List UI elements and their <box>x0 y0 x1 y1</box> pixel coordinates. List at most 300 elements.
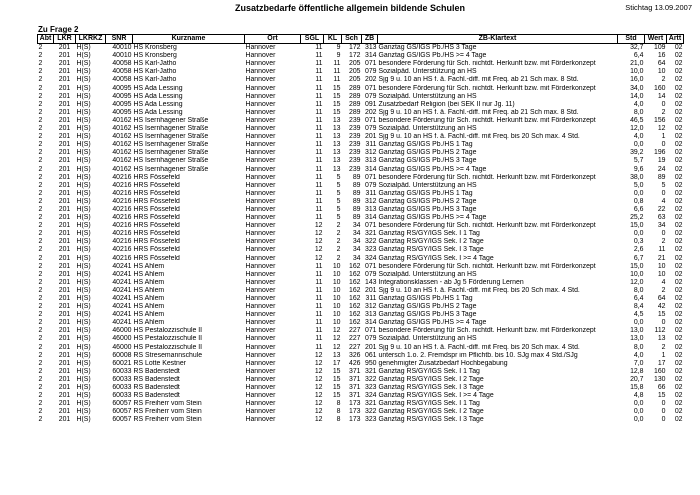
table-cell: 11 <box>315 295 323 302</box>
table-cell: Hannover <box>245 367 276 375</box>
table-row <box>38 327 684 335</box>
table-cell: Ganztag GS/IGS Pb./HS 2 Tage <box>378 149 477 157</box>
table-cell: 02 <box>674 359 683 367</box>
table-cell: 11 <box>333 76 341 84</box>
table-cell: 4,0 <box>633 100 644 108</box>
table-cell: 12 <box>314 238 323 246</box>
table-cell: 201 <box>58 238 71 246</box>
table-cell: RS Lotte Kestner <box>133 359 186 367</box>
table-row <box>38 166 684 174</box>
table-cell: HS Isernhagener Straße <box>133 116 209 124</box>
table-cell: Hannover <box>245 238 276 246</box>
table-row <box>38 198 684 206</box>
data-table <box>37 34 684 425</box>
table-cell: 201 <box>58 262 71 270</box>
table-cell: 2 <box>38 230 43 238</box>
table-cell: RS Badenstedt <box>133 375 180 383</box>
table-cell: 02 <box>674 392 683 400</box>
table-cell: 2 <box>38 384 43 392</box>
table-cell: besondere Förderung für Sch. nichtdt. Herkunft bzw. mit Förderkonzept <box>378 222 596 230</box>
table-cell: 312 <box>365 197 377 205</box>
table-cell: HS Ahlem <box>133 319 165 327</box>
table-cell: 071 <box>365 327 377 335</box>
table-cell: 12 <box>314 230 323 238</box>
table-cell: 313 <box>365 205 377 213</box>
table-cell: HS Isernhagener Straße <box>133 165 209 173</box>
table-cell: 12 <box>314 351 323 359</box>
table-cell: 205 <box>349 68 361 76</box>
table-cell: 2 <box>38 408 43 416</box>
table-row <box>38 85 684 93</box>
table-cell: Ganztag RS/GY/IGS Sek. I 3 Tage <box>378 384 484 392</box>
table-cell: 239 <box>349 116 361 124</box>
table-cell: 12,0 <box>630 125 644 133</box>
table-cell: 02 <box>674 133 683 141</box>
table-cell: 201 <box>58 400 71 408</box>
table-cell: 40216 <box>112 173 132 181</box>
table-row <box>38 368 684 376</box>
table-cell: 426 <box>349 359 361 367</box>
table-cell: 2 <box>38 173 43 181</box>
table-cell: 40241 <box>112 270 132 278</box>
table-cell: 11 <box>315 335 323 343</box>
table-row <box>38 157 684 165</box>
table-cell: 02 <box>674 416 683 424</box>
table-cell: 2 <box>38 311 43 319</box>
table-cell: 201 <box>58 197 71 205</box>
table-cell: 15 <box>332 108 341 116</box>
table-cell: 40162 <box>112 125 132 133</box>
table-cell: 201 <box>58 173 71 181</box>
table-cell: 2 <box>38 84 43 92</box>
table-cell: 239 <box>349 125 361 133</box>
table-cell: Ganztag RS/GY/IGS Sek. I 2 Tage <box>378 375 484 383</box>
table-cell: 02 <box>674 303 683 311</box>
table-cell: 17 <box>657 359 666 367</box>
table-cell: 8 <box>336 416 341 424</box>
table-cell: H(S) <box>76 173 91 181</box>
table-cell: HS Karl-Jatho <box>133 68 177 76</box>
table-cell: HRS Fössefeld <box>133 238 180 246</box>
table-cell: 40010 <box>112 52 132 60</box>
table-cell: 02 <box>674 84 683 92</box>
table-cell: 11 <box>315 52 323 60</box>
table-cell: Sozialpäd. Unterstützung an HS <box>378 92 477 100</box>
table-cell: 0,0 <box>633 230 644 238</box>
table-cell: 5,7 <box>633 157 644 165</box>
table-cell: 079 <box>365 125 377 133</box>
table-cell: H(S) <box>76 343 91 351</box>
table-cell: Ganztag GS/IGS Pb./HS 1 Tag <box>378 141 473 149</box>
table-cell: 13 <box>332 149 341 157</box>
table-cell: HS Ada Lessing <box>133 84 183 92</box>
table-cell: 071 <box>365 262 377 270</box>
table-cell: 2 <box>38 278 43 286</box>
table-cell: 60033 <box>112 375 132 383</box>
table-cell: 2 <box>38 295 43 302</box>
table-cell: Hannover <box>245 157 276 165</box>
table-cell: 10 <box>332 295 341 302</box>
table-cell: 02 <box>674 205 683 213</box>
table-cell: HRS Fössefeld <box>133 214 180 222</box>
table-cell: 314 <box>365 52 377 60</box>
table-cell: HS Ada Lessing <box>133 100 183 108</box>
table-cell: 156 <box>654 116 666 124</box>
table-cell: 109 <box>654 44 666 52</box>
table-cell: besondere Förderung für Sch. nichtdt. Herkunft bzw. mit Förderkonzept <box>378 84 596 92</box>
table-cell: HS Isernhagener Straße <box>133 149 209 157</box>
table-row <box>38 133 684 141</box>
table-cell: 15 <box>332 375 341 383</box>
table-cell: Hannover <box>245 44 276 52</box>
table-cell: 311 <box>365 295 377 302</box>
table-cell: 02 <box>674 408 683 416</box>
table-cell: 13 <box>332 116 341 124</box>
table-cell: 201 <box>58 108 71 116</box>
table-cell: 12 <box>332 327 341 335</box>
table-cell: Hannover <box>245 68 276 76</box>
table-cell: 312 <box>365 149 377 157</box>
table-cell: HS Ada Lessing <box>133 92 183 100</box>
table-cell: 201 <box>58 343 71 351</box>
table-cell: HS Ahlem <box>133 311 165 319</box>
table-cell: 2,6 <box>633 246 644 254</box>
table-cell: 10,0 <box>630 68 644 76</box>
table-cell: 02 <box>674 343 683 351</box>
table-cell: 02 <box>674 44 683 52</box>
table-cell: HRS Fössefeld <box>133 246 180 254</box>
table-cell: Sjg 9 u. 10 an HS f. ä. Fachl.-diff. mit Freq. ab 21 Sch max. 8 Std. <box>378 108 579 116</box>
table-cell: Hannover <box>245 303 276 311</box>
table-cell: Ganztag GS/IGS Pb./HS 3 Tage <box>378 205 477 213</box>
table-cell: 071 <box>365 60 377 68</box>
table-cell: 11 <box>315 108 323 116</box>
table-cell: 10 <box>332 270 341 278</box>
table-cell: Ganztag GS/IGS Pb./HS 3 Tage <box>378 311 477 319</box>
column-header: ZB-Klartext <box>378 35 618 44</box>
table-cell: 0,0 <box>633 400 644 408</box>
table-row <box>38 117 684 125</box>
table-cell: H(S) <box>76 311 91 319</box>
table-cell: 60057 <box>112 408 132 416</box>
table-cell: 326 <box>349 351 361 359</box>
table-cell: 0 <box>661 319 666 327</box>
table-cell: 21 <box>657 254 666 262</box>
table-cell: 0,8 <box>633 197 644 205</box>
table-cell: 160 <box>654 367 666 375</box>
table-cell: Sjg 9 u. 10 an HS f. ä. Fachl.-diff. mit Freq. bis 20 Sch max. 4 Std. <box>378 133 580 141</box>
table-cell: 12 <box>314 392 323 400</box>
table-cell: 2 <box>38 319 43 327</box>
table-cell: 89 <box>352 173 361 181</box>
table-cell: 6,7 <box>633 254 644 262</box>
table-cell: H(S) <box>76 238 91 246</box>
table-cell: 201 <box>58 286 71 294</box>
table-cell: 162 <box>349 295 361 302</box>
table-cell: Ganztag RS/GY/IGS Sek. I 1 Tag <box>378 367 480 375</box>
table-cell: Hannover <box>245 173 276 181</box>
table-cell: 201 <box>58 149 71 157</box>
table-cell: 15 <box>332 367 341 375</box>
table-cell: H(S) <box>76 278 91 286</box>
table-cell: 11 <box>315 303 323 311</box>
table-cell: H(S) <box>76 116 91 124</box>
table-cell: H(S) <box>76 222 91 230</box>
table-cell: 321 <box>365 400 377 408</box>
table-cell: 2 <box>38 52 43 60</box>
table-cell: 40216 <box>112 197 132 205</box>
table-row <box>38 376 684 384</box>
table-cell: 02 <box>674 189 683 197</box>
table-cell: 15 <box>657 311 666 319</box>
table-cell: 22 <box>657 205 666 213</box>
table-cell: H(S) <box>76 295 91 302</box>
table-row <box>38 255 684 263</box>
table-cell: 201 <box>58 408 71 416</box>
table-cell: 14 <box>657 92 666 100</box>
column-header: LKRKZ <box>76 35 106 44</box>
table-cell: 11 <box>658 246 666 254</box>
table-cell: 02 <box>674 165 683 173</box>
table-cell: 11 <box>315 157 323 165</box>
table-cell: 2 <box>336 254 341 262</box>
table-cell: 313 <box>365 157 377 165</box>
column-header: Sch <box>342 35 362 44</box>
table-cell: 2 <box>38 157 43 165</box>
table-row <box>38 52 684 60</box>
table-cell: Hannover <box>245 181 276 189</box>
table-cell: besondere Förderung für Sch. nichtdt. Herkunft bzw. mit Förderkonzept <box>378 327 596 335</box>
table-cell: 89 <box>352 214 361 222</box>
table-cell: 40162 <box>112 116 132 124</box>
table-cell: 311 <box>365 141 377 149</box>
table-cell: 2 <box>38 400 43 408</box>
table-cell: 39,2 <box>630 149 644 157</box>
table-cell: 11 <box>315 133 323 141</box>
table-cell: 2 <box>38 303 43 311</box>
table-cell: 66 <box>657 384 666 392</box>
table-cell: 071 <box>365 116 377 124</box>
table-cell: 2 <box>336 230 341 238</box>
table-cell: 2 <box>38 165 43 173</box>
table-cell: 40216 <box>112 246 132 254</box>
table-cell: Ganztag GS/IGS Pb./HS 3 Tage <box>378 44 477 52</box>
table-cell: 60008 <box>112 351 132 359</box>
table-cell: 40162 <box>112 165 132 173</box>
table-cell: Hannover <box>245 351 276 359</box>
table-cell: 40010 <box>112 44 132 52</box>
table-cell: Hannover <box>245 246 276 254</box>
table-cell: Sozialpäd. Unterstützung an HS <box>378 125 477 133</box>
table-cell: 201 <box>58 311 71 319</box>
table-cell: Hannover <box>245 400 276 408</box>
table-cell: H(S) <box>76 408 91 416</box>
table-cell: Ganztag GS/IGS Pb./HS 2 Tage <box>378 197 477 205</box>
table-cell: Hannover <box>245 295 276 302</box>
table-cell: 02 <box>674 400 683 408</box>
table-cell: 079 <box>365 68 377 76</box>
table-cell: 5 <box>661 181 666 189</box>
table-cell: 6,4 <box>633 295 644 302</box>
table-cell: 40058 <box>112 60 132 68</box>
table-cell: 8,0 <box>633 108 644 116</box>
table-cell: 201 <box>58 367 71 375</box>
table-cell: 25,2 <box>630 214 644 222</box>
table-cell: 02 <box>674 295 683 302</box>
table-cell: H(S) <box>76 400 91 408</box>
table-row <box>38 76 684 84</box>
table-cell: 02 <box>674 367 683 375</box>
table-cell: 34 <box>657 222 666 230</box>
table-cell: 64 <box>657 295 666 302</box>
table-row <box>38 352 684 360</box>
table-cell: HRS Fössefeld <box>133 197 180 205</box>
table-cell: 4 <box>661 197 666 205</box>
table-cell: 02 <box>674 319 683 327</box>
table-cell: 201 <box>58 230 71 238</box>
table-cell: 2 <box>38 44 43 52</box>
table-cell: Hannover <box>245 116 276 124</box>
table-cell: 13 <box>332 141 341 149</box>
table-cell: 11 <box>315 319 323 327</box>
table-cell: 201 <box>58 181 71 189</box>
table-cell: 0,0 <box>633 141 644 149</box>
table-cell: 8 <box>336 408 341 416</box>
table-row <box>38 93 684 101</box>
table-cell: HS Pestalozzischule II <box>133 335 203 343</box>
table-cell: RS Freiherr vom Stein <box>133 400 202 408</box>
table-cell: Hannover <box>245 343 276 351</box>
table-cell: Hannover <box>245 262 276 270</box>
table-cell: H(S) <box>76 125 91 133</box>
table-cell: 172 <box>349 52 361 60</box>
table-cell: 079 <box>365 181 377 189</box>
table-cell: 321 <box>365 367 377 375</box>
table-cell: HS Isernhagener Straße <box>133 157 209 165</box>
table-cell: 40162 <box>112 149 132 157</box>
table-cell: 2 <box>38 149 43 157</box>
table-cell: 11 <box>315 92 323 100</box>
table-cell: H(S) <box>76 197 91 205</box>
table-cell: 12 <box>314 359 323 367</box>
table-cell: 40162 <box>112 141 132 149</box>
table-cell: Ganztag GS/IGS Pb./HS >= 4 Tage <box>378 52 487 60</box>
table-cell: Hannover <box>245 189 276 197</box>
table-cell: 201 <box>365 133 377 141</box>
table-cell: Hannover <box>245 359 276 367</box>
table-cell: 2 <box>38 92 43 100</box>
table-cell: 205 <box>349 76 361 84</box>
table-cell: 2 <box>38 205 43 213</box>
table-cell: 12 <box>314 254 323 262</box>
table-cell: 201 <box>58 214 71 222</box>
table-row <box>38 206 684 214</box>
table-cell: 5 <box>336 214 341 222</box>
table-cell: 46000 <box>112 327 132 335</box>
table-cell: 8,4 <box>633 303 644 311</box>
table-cell: 322 <box>365 238 377 246</box>
table-cell: 201 <box>58 375 71 383</box>
table-cell: 11 <box>315 311 323 319</box>
table-cell: 172 <box>349 44 361 52</box>
table-cell: 201 <box>58 100 71 108</box>
table-cell: 201 <box>365 286 377 294</box>
table-cell: Hannover <box>245 416 276 424</box>
table-cell: 7,0 <box>633 359 644 367</box>
table-cell: 2 <box>38 343 43 351</box>
table-row <box>38 68 684 76</box>
table-cell: 02 <box>674 92 683 100</box>
table-cell: Zusatzbedarf Religion (bei SEK II nur Jg. 11) <box>378 100 515 108</box>
table-cell: 5,0 <box>633 181 644 189</box>
table-cell: 2 <box>336 238 341 246</box>
table-cell: H(S) <box>76 319 91 327</box>
table-cell: 40095 <box>112 108 132 116</box>
table-cell: 89 <box>352 197 361 205</box>
table-cell: RS Badenstedt <box>133 384 180 392</box>
table-cell: 5 <box>336 189 341 197</box>
table-cell: 34 <box>352 238 361 246</box>
table-cell: HRS Fössefeld <box>133 173 180 181</box>
table-cell: 02 <box>674 173 683 181</box>
table-cell: 289 <box>349 100 361 108</box>
table-cell: 201 <box>58 116 71 124</box>
table-cell: 371 <box>349 375 361 383</box>
table-cell: 9,6 <box>633 165 644 173</box>
table-cell: HS Ahlem <box>133 295 165 302</box>
table-cell: 46000 <box>112 335 132 343</box>
table-cell: HS Isernhagener Straße <box>133 125 209 133</box>
table-cell: 201 <box>58 222 71 230</box>
table-cell: H(S) <box>76 214 91 222</box>
table-cell: 13 <box>332 351 341 359</box>
table-cell: 311 <box>365 189 377 197</box>
table-cell: 2 <box>38 76 43 84</box>
table-cell: 24 <box>657 165 666 173</box>
table-cell: 4,0 <box>633 133 644 141</box>
table-cell: 201 <box>58 189 71 197</box>
table-row <box>38 400 684 408</box>
table-cell: 40241 <box>112 278 132 286</box>
table-cell: Ganztag GS/IGS Pb./HS >= 4 Tage <box>378 319 487 327</box>
table-cell: 9 <box>336 52 341 60</box>
table-cell: 02 <box>674 278 683 286</box>
table-cell: 02 <box>674 116 683 124</box>
table-cell: 0,0 <box>633 189 644 197</box>
table-cell: Hannover <box>245 375 276 383</box>
table-cell: 2 <box>38 327 43 335</box>
table-cell: 02 <box>674 149 683 157</box>
table-row <box>38 263 684 271</box>
table-cell: 10 <box>332 286 341 294</box>
table-cell: 201 <box>58 68 71 76</box>
table-cell: 2 <box>38 246 43 254</box>
table-cell: 02 <box>674 60 683 68</box>
table-cell: 2 <box>38 392 43 400</box>
table-cell: 40095 <box>112 100 132 108</box>
table-cell: 02 <box>674 238 683 246</box>
table-cell: 289 <box>349 108 361 116</box>
table-cell: 239 <box>349 133 361 141</box>
table-row <box>38 222 684 230</box>
table-cell: 201 <box>58 359 71 367</box>
table-cell: Hannover <box>245 76 276 84</box>
table-cell: Hannover <box>245 149 276 157</box>
table-cell: 11 <box>315 68 323 76</box>
table-cell: 13 <box>332 133 341 141</box>
column-header: Abt <box>38 35 54 44</box>
table-cell: 314 <box>365 319 377 327</box>
